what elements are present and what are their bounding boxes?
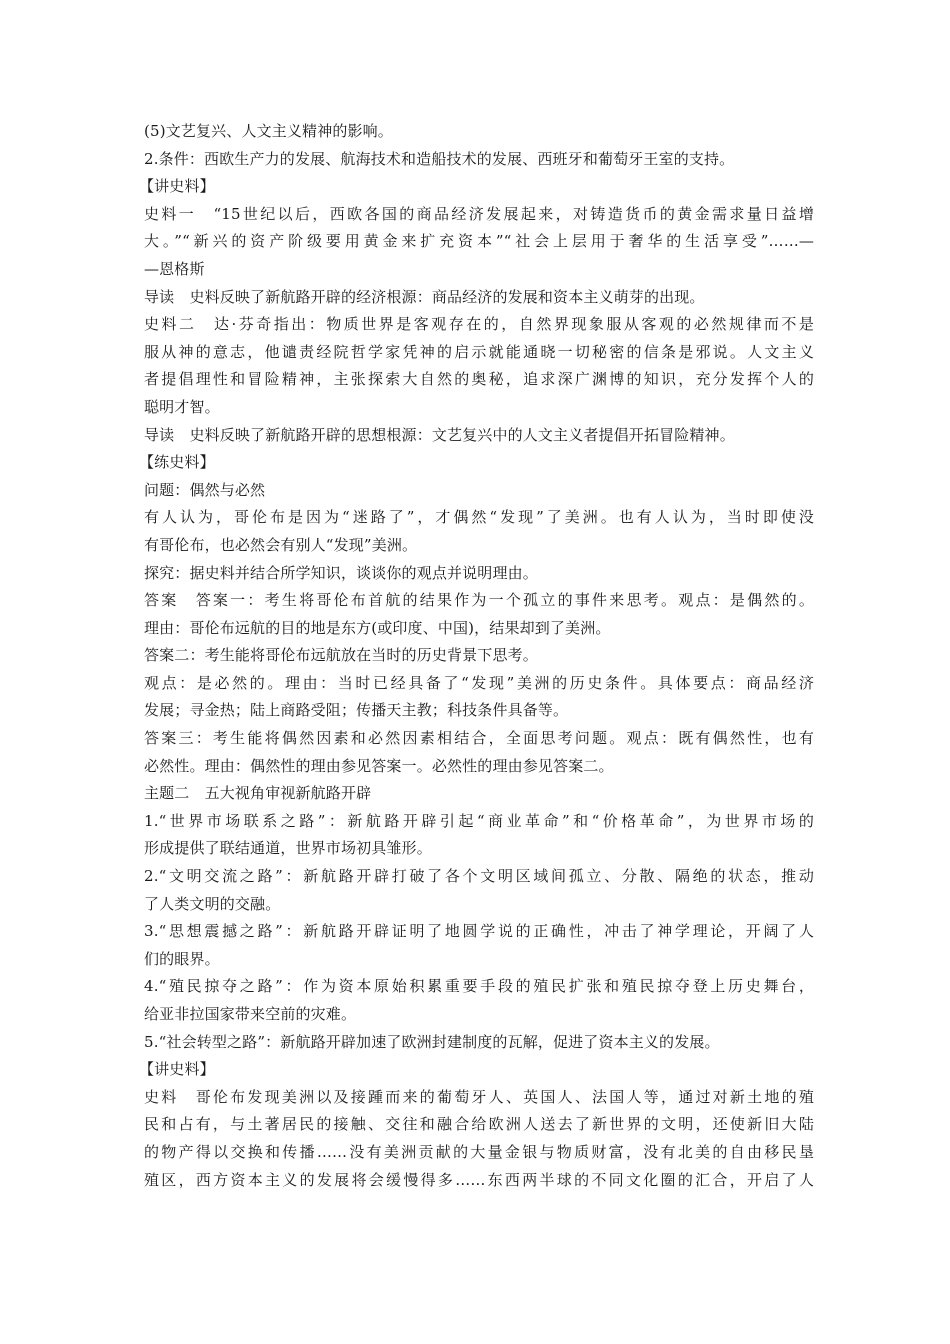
text-line: 问题：偶然与必然 <box>144 480 266 499</box>
text-line: 答案二：考生能将哥伦布远航放在当时的历史背景下思考。 <box>144 646 538 665</box>
text-line: 答案 答案一：考生将哥伦布首航的结果作为一个孤立的事件来思考。观点：是偶然的。 <box>144 591 814 610</box>
section-heading: 【练史料】 <box>139 453 215 472</box>
text-line: 殖区，西方资本主义的发展将会缓慢得多……东西两半球的不同文化圈的汇合，开启了人 <box>144 1170 814 1189</box>
text-line: 聪明才智。 <box>144 397 220 416</box>
text-line: 4.“殖民掠夺之路”：作为资本原始积累重要手段的殖民扩张和殖民掠夺登上历史舞台， <box>144 977 814 996</box>
document-body <box>139 118 814 1194</box>
text-line: 史料一 “15世纪以后，西欧各国的商品经济发展起来，对铸造货币的黄金需求量日益增 <box>144 204 814 223</box>
text-line: 2.条件：西欧生产力的发展、航海技术和造船技术的发展、西班牙和葡萄牙王室的支持。 <box>144 149 735 168</box>
text-line: 服从神的意志，他谴责经院哲学家凭神的启示就能通晓一切秘密的信条是邪说。人文主义 <box>144 342 814 361</box>
text-line: 的物产得以交换和传播……没有美洲贡献的大量金银与物质财富，没有北美的自由移民垦 <box>144 1142 814 1161</box>
text-line: 观点：是必然的。理由：当时已经具备了“发现”美洲的历史条件。具体要点：商品经济 <box>144 673 814 692</box>
text-line: 3.“思想震撼之路”：新航路开辟证明了地圆学说的正确性，冲击了神学理论，开阔了人 <box>144 922 814 941</box>
text-line: 史料二 达·芬奇指出：物质世界是客观存在的，自然界现象服从客观的必然规律而不是 <box>144 315 814 334</box>
text-line: 者提倡理性和冒险精神，主张探索大自然的奥秘，追求深广渊博的知识，充分发挥个人的 <box>144 370 814 389</box>
topic-heading: 主题二 五大视角审视新航路开辟 <box>144 784 372 803</box>
text-line: 们的眼界。 <box>144 949 220 968</box>
text-line: 必然性。理由：偶然性的理由参见答案一。必然性的理由参见答案二。 <box>144 756 614 775</box>
text-line: 民和占有，与土著居民的接触、交往和融合给欧洲人送去了新世界的文明，还使新旧大陆 <box>144 1115 814 1134</box>
text-line: 给亚非拉国家带来空前的灾难。 <box>144 1005 357 1023</box>
text-line: (5)文艺复兴、人文主义精神的影响。 <box>144 122 393 140</box>
text-line: 探究：据史料并结合所学知识，谈谈你的观点并说明理由。 <box>144 563 538 582</box>
text-line: 1.“世界市场联系之路”：新航路开辟引起“商业革命”和“价格革命”，为世界市场的 <box>144 811 814 830</box>
text-line: 导读 史料反映了新航路开辟的经济根源：商品经济的发展和资本主义萌芽的出现。 <box>144 287 705 306</box>
text-line: 史料 哥伦布发现美洲以及接踵而来的葡萄牙人、英国人、法国人等，通过对新土地的殖 <box>144 1087 814 1106</box>
text-line: —恩格斯 <box>144 259 205 278</box>
text-line: 大。”“新兴的资产阶级要用黄金来扩充资本”“社会上层用于奢华的生活享受”……— <box>144 232 814 251</box>
text-line: 了人类文明的交融。 <box>144 894 281 913</box>
text-line: 发展；寻金热；陆上商路受阻；传播天主教；科技条件具备等。 <box>144 701 569 720</box>
text-line: 5.“社会转型之路”：新航路开辟加速了欧洲封建制度的瓦解，促进了资本主义的发展。 <box>144 1032 720 1051</box>
text-line: 答案三：考生能将偶然因素和必然因素相结合，全面思考问题。观点：既有偶然性，也有 <box>144 729 814 748</box>
text-line: 理由：哥伦布远航的目的地是东方(或印度、中国)，结果却到了美洲。 <box>144 618 611 637</box>
text-line: 形成提供了联结通道，世界市场初具雏形。 <box>144 839 432 858</box>
text-line: 有人认为，哥伦布是因为“迷路了”，才偶然“发现”了美洲。也有人认为，当时即使没 <box>144 508 814 527</box>
text-line: 导读 史料反映了新航路开辟的思想根源：文艺复兴中的人文主义者提倡开拓冒险精神。 <box>144 425 735 444</box>
section-heading: 【讲史料】 <box>139 177 215 196</box>
section-heading: 【讲史料】 <box>139 1060 215 1079</box>
text-line: 有哥伦布，也必然会有别人“发现”美洲。 <box>144 535 418 554</box>
text-line: 2.“文明交流之路”：新航路开辟打破了各个文明区域间孤立、分散、隔绝的状态，推动 <box>144 867 814 886</box>
